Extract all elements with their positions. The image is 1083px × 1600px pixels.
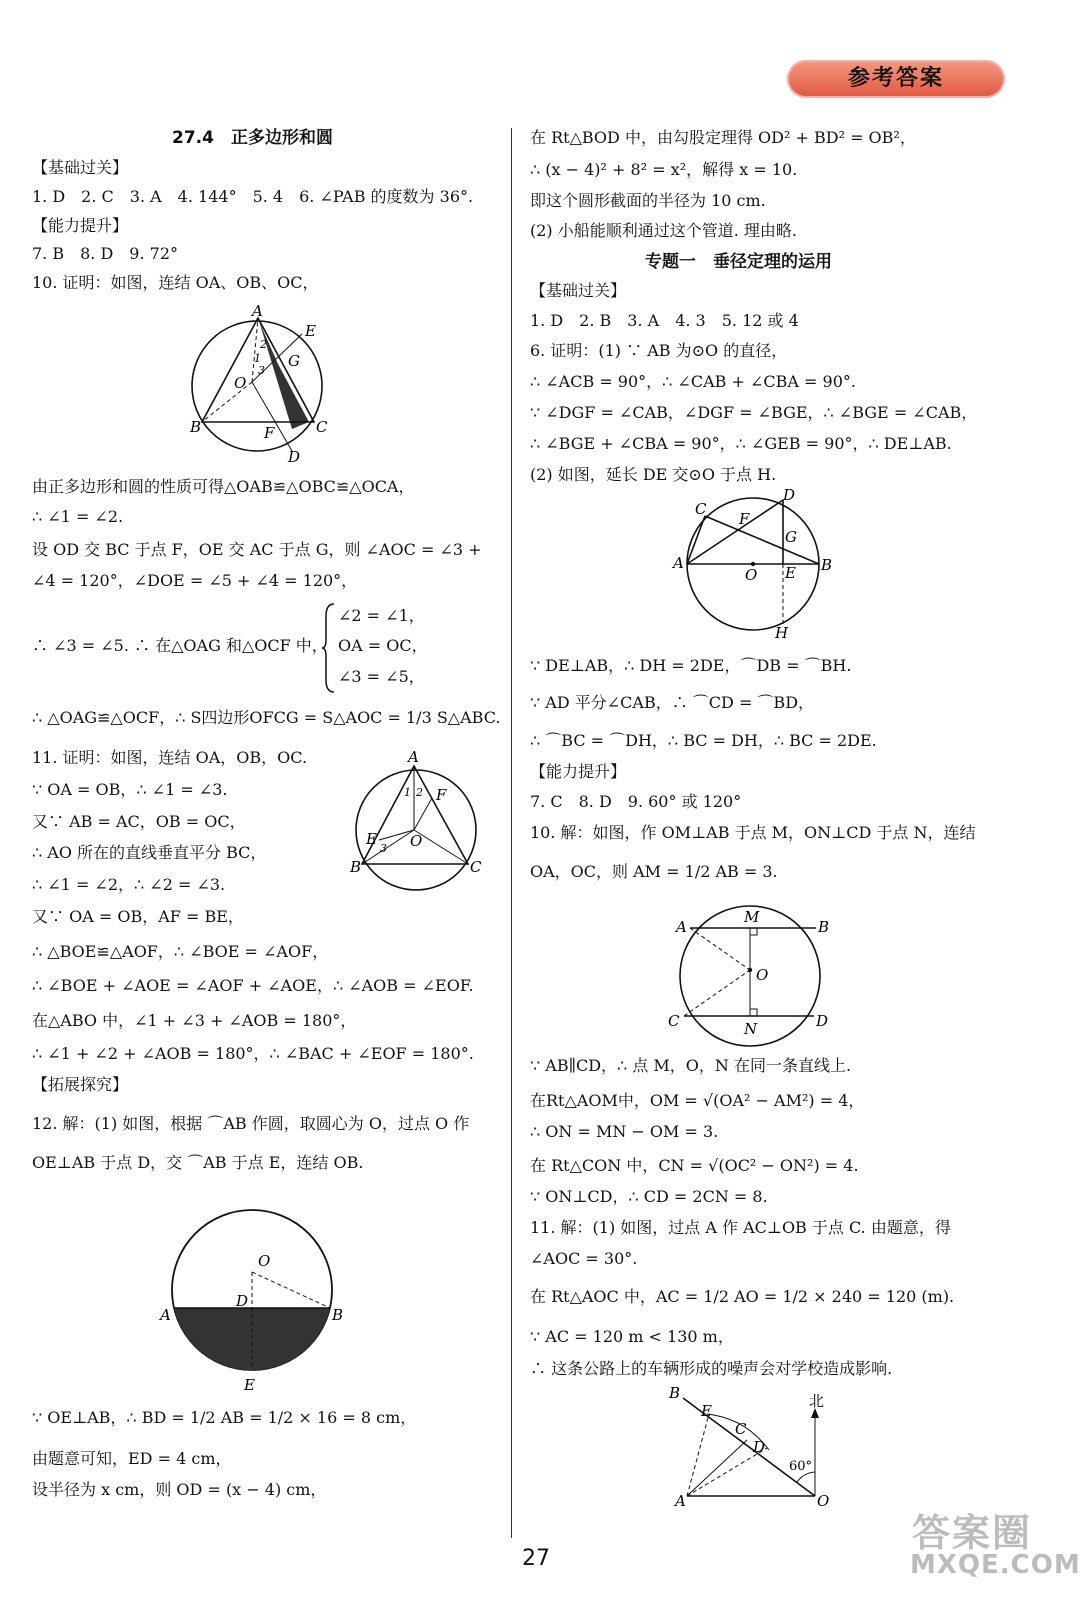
fig11b-label: A xyxy=(675,1492,686,1510)
fig10-label: 5 xyxy=(272,390,279,403)
left-line: ∴ ∠BOE + ∠AOE = ∠AOF + ∠AOE，∴ ∠AOB = ∠EOF. xyxy=(32,976,474,995)
left-line: ∴ ∠1 + ∠2 + ∠AOB = 180°，∴ ∠BAC + ∠EOF = 180°. xyxy=(32,1044,474,1063)
figure-11b xyxy=(665,1384,855,1510)
left-line: OA = OC， xyxy=(338,636,428,655)
right-line: ∵ AC = 120 m < 130 m， xyxy=(530,1327,734,1346)
left-line: OE⊥AB 于点 D，交 ⌒AB 于点 E，连结 OB. xyxy=(32,1153,364,1172)
fig6-label: E xyxy=(785,564,796,582)
section-title: 27.4 正多边形和圆 xyxy=(172,128,333,148)
fig10-label: 2 xyxy=(260,338,267,351)
fig10-label: D xyxy=(288,448,301,466)
fig10-label: 4 xyxy=(266,376,273,389)
left-line: ∴ AO 所在的直线垂直平分 BC， xyxy=(32,843,267,862)
watermark-logo: 答案圈 xyxy=(912,1511,1033,1555)
fig11b-label: D xyxy=(753,1438,766,1456)
fig11b-label: C xyxy=(735,1420,747,1438)
figure-10b xyxy=(668,904,838,1044)
fig11-label: 2 xyxy=(416,786,423,799)
left-line: ∴ △OAG≌△OCF，∴ S四边形OFCG = S△AOC = 1/3 S△ABC. xyxy=(32,708,501,727)
right-line: ∵ ∠DGF = ∠CAB，∠DGF = ∠BGE，∴ ∠BGE = ∠CAB， xyxy=(530,403,978,422)
page-number: 27 xyxy=(522,1546,550,1571)
fig11-label: 3 xyxy=(380,842,387,855)
right-line: ∴ ∠ACB = 90°，∴ ∠CAB + ∠CBA = 90°. xyxy=(530,372,856,391)
fig6-label: B xyxy=(821,556,833,574)
left-line: ∠3 = ∠5， xyxy=(338,667,425,686)
fig11b-label: O xyxy=(817,1492,830,1510)
fig10b-label: B xyxy=(818,918,830,936)
left-line: 【拓展探究】 xyxy=(32,1075,129,1094)
left-line: 又∵ OA = OB，AF = BE， xyxy=(32,907,244,926)
watermark-url: MXQE.COM xyxy=(910,1550,1081,1580)
left-line: 由题意可知，ED = 4 cm， xyxy=(32,1449,232,1468)
fig10-label: O xyxy=(234,374,247,392)
fig10-label: E xyxy=(305,322,316,340)
right-line: ∵ AD 平分∠CAB，∴ ⌒CD = ⌒BD， xyxy=(530,693,815,712)
fig10b-label: O xyxy=(756,966,769,984)
fig11b-label: 北 xyxy=(809,1392,825,1410)
left-line: 【基础过关】 xyxy=(32,158,129,177)
figure-6 xyxy=(673,486,835,642)
right-line: 在 Rt△AOC 中，AC = 1/2 AO = 1/2 × 240 = 120 (m). xyxy=(530,1287,955,1306)
right-line: ∴ (x − 4)² + 8² = x²，解得 x = 10. xyxy=(530,160,798,179)
left-line: ∴ ∠3 = ∠5. ∴ 在△OAG 和△OCF 中， xyxy=(32,636,328,655)
figure-12 xyxy=(160,1196,360,1396)
fig10-label: 1 xyxy=(254,352,261,365)
fig11-label: 1 xyxy=(404,786,411,799)
right-line: ∴ ⌒BC = ⌒DH，∴ BC = DH，∴ BC = 2DE. xyxy=(530,731,877,750)
left-line: 1. D 2. C 3. A 4. 144° 5. 4 6. ∠PAB 的度数为 36°. xyxy=(32,187,474,206)
fig10b-label: D xyxy=(816,1012,829,1030)
fig6-label: D xyxy=(783,486,796,504)
left-line: ∵ OA = OB，∴ ∠1 = ∠3. xyxy=(32,780,228,799)
fig6-label: O xyxy=(745,566,758,584)
left-line: 10. 证明：如图，连结 OA、OB、OC， xyxy=(32,273,319,292)
left-line: 设 OD 交 BC 于点 F，OE 交 AC 于点 G，则 ∠AOC = ∠3 + xyxy=(32,540,482,559)
fig6-label: A xyxy=(673,554,684,572)
right-line: 【能力提升】 xyxy=(530,762,627,781)
fig12-label: O xyxy=(258,1252,271,1270)
right-line: 在Rt△AOM中，OM = √(OA² − AM²) = 4， xyxy=(530,1091,865,1110)
left-line: 7. B 8. D 9. 72° xyxy=(32,244,179,263)
right-line: 在 Rt△BOD 中，由勾股定理得 OD² + BD² = OB²， xyxy=(530,128,916,147)
left-line: ∴ ∠1 = ∠2，∴ ∠2 = ∠3. xyxy=(32,875,226,894)
fig10b-label: N xyxy=(744,1020,758,1038)
left-line: ∴ △BOE≌△AOF，∴ ∠BOE = ∠AOF， xyxy=(32,942,329,961)
right-line: (2) 如图，延长 DE 交⊙O 于点 H. xyxy=(530,465,777,484)
fig10b-label: M xyxy=(744,908,760,926)
left-line: ∠4 = 120°，∠DOE = ∠5 + ∠4 = 120°， xyxy=(32,571,358,590)
fig10-label: 3 xyxy=(258,364,265,377)
left-line: 12. 解：(1) 如图，根据 ⌒AB 作圆，取圆心为 O，过点 O 作 xyxy=(32,1114,470,1133)
left-line: ∠2 = ∠1， xyxy=(338,606,425,625)
left-line: ∵ OE⊥AB，∴ BD = 1/2 AB = 1/2 × 16 = 8 cm， xyxy=(32,1408,417,1427)
brace xyxy=(322,602,336,694)
right-line: ∠AOC = 30°. xyxy=(530,1249,638,1268)
right-line: OA，OC，则 AM = 1/2 AB = 3. xyxy=(530,862,778,881)
right-line: 1. D 2. B 3. A 4. 3 5. 12 或 4 xyxy=(530,311,799,330)
left-line: 【能力提升】 xyxy=(32,216,129,235)
fig12-label: E xyxy=(244,1376,255,1394)
right-line: ∵ ON⊥CD，∴ CD = 2CN = 8. xyxy=(530,1187,768,1206)
fig6-label: C xyxy=(695,500,707,518)
right-line: ∴ 这条公路上的车辆形成的噪声会对学校造成影响. xyxy=(530,1359,893,1378)
fig12-label: B xyxy=(332,1306,344,1324)
fig11-label: A xyxy=(408,748,419,766)
left-line: 又∵ AB = AC，OB = OC， xyxy=(32,812,246,831)
left-line: 在△ABO 中，∠1 + ∠3 + ∠AOB = 180°， xyxy=(32,1011,357,1030)
right-line: 7. C 8. D 9. 60° 或 120° xyxy=(530,792,742,811)
fig12-label: A xyxy=(160,1306,171,1324)
fig10-label: G xyxy=(288,352,300,370)
fig11-label: B xyxy=(350,858,362,876)
answer-badge: 参考答案 xyxy=(787,60,1005,98)
fig6-label: F xyxy=(739,510,750,528)
figure-10 xyxy=(192,304,372,464)
left-line: ∴ ∠1 = ∠2. xyxy=(32,507,124,526)
right-line: 6. 证明：(1) ∵ AB 为⊙O 的直径， xyxy=(530,341,788,360)
fig10-label: F xyxy=(264,424,275,442)
right-line: 【基础过关】 xyxy=(530,281,627,300)
left-line: 设半径为 x cm，则 OD = (x − 4) cm， xyxy=(32,1480,327,1499)
right-line: (2) 小船能顺利通过这个管道. 理由略. xyxy=(530,221,798,240)
left-line: 由正多边形和圆的性质可得△OAB≌△OBC≌△OCA， xyxy=(32,477,415,496)
fig11-label: F xyxy=(436,786,447,804)
right-line: 即这个圆形截面的半径为 10 cm. xyxy=(530,191,766,210)
column-divider xyxy=(511,128,512,1538)
right-line: ∵ DE⊥AB，∴ DH = 2DE，⌒DB = ⌒BH. xyxy=(530,656,852,675)
fig10-label: B xyxy=(190,418,202,436)
fig11b-label: B xyxy=(669,1384,681,1402)
right-line: 10. 解：如图，作 OM⊥AB 于点 M，ON⊥CD 于点 N，连结 xyxy=(530,823,976,842)
right-line: ∴ ON = MN − OM = 3. xyxy=(530,1122,719,1141)
fig6-label: H xyxy=(775,624,789,642)
fig11-label: C xyxy=(470,858,482,876)
right-line: ∴ ∠BGE + ∠CBA = 90°，∴ ∠GEB = 90°，∴ DE⊥AB. xyxy=(530,434,952,453)
right-line: 在 Rt△CON 中，CN = √(OC² − ON²) = 4. xyxy=(530,1156,859,1175)
fig6-label: G xyxy=(785,528,797,546)
fig11b-label: E xyxy=(701,1402,712,1420)
fig11-label: O xyxy=(410,832,423,850)
right-line: ∵ AB∥CD，∴ 点 M，O，N 在同一条直线上. xyxy=(530,1056,852,1075)
fig11-label: E xyxy=(366,830,377,848)
fig12-label: D xyxy=(236,1292,249,1310)
fig10b-label: C xyxy=(668,1012,680,1030)
left-line: 11. 证明：如图，连结 OA，OB，OC. xyxy=(32,748,308,767)
fig11b-label: 60° xyxy=(789,1459,813,1474)
fig10-label: C xyxy=(316,418,328,436)
fig10-label: A xyxy=(252,302,263,320)
section-title: 专题一 垂径定理的运用 xyxy=(645,252,832,272)
figure-11 xyxy=(344,748,504,888)
fig10b-label: A xyxy=(676,918,687,936)
right-line: 11. 解：(1) 如图，过点 A 作 AC⊥OB 于点 C. 由题意，得 xyxy=(530,1218,951,1237)
